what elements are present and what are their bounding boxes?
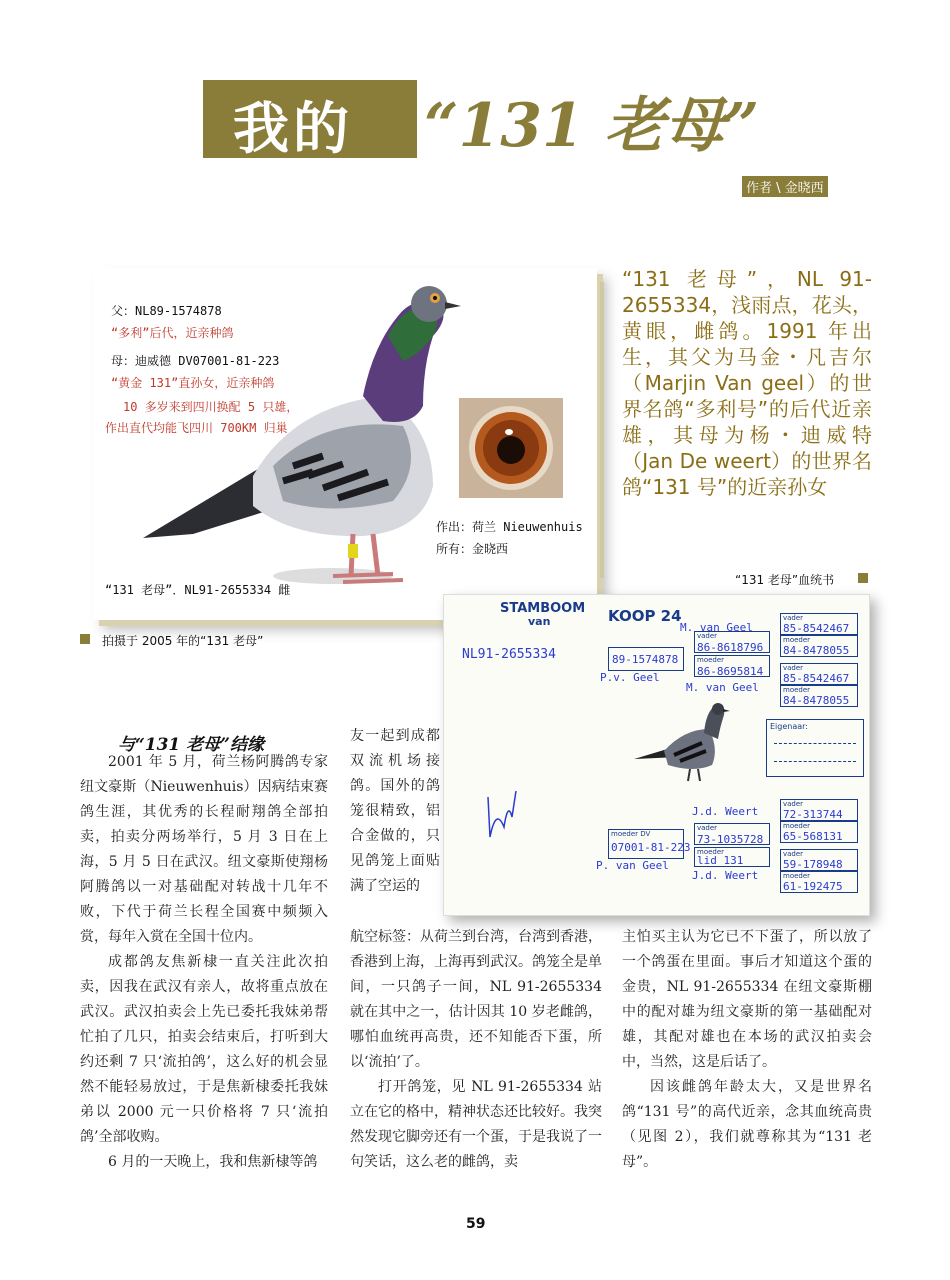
- gp-ring-4: lid 131: [697, 854, 744, 867]
- gp-ring-3: 73-1035728: [697, 833, 764, 846]
- summary-accent-bar: [600, 282, 604, 578]
- sig-2: M. van Geel: [686, 681, 759, 694]
- summary-text: “131 老母”，NL 91-2655334，浅雨点，花头，黄眼，雌鸽。1991 年出生，其父为马金・凡吉尔（Marjin Van geel）的世界名鸽“多利号”的后代近亲雄，其母为杨・迪威特（Jan De weert）的世界名鸽“131 号”的近亲孙女: [622, 267, 872, 499]
- col1-paragraph-1: 2001 年 5 月，荷兰杨阿腾鸽专家纽文豪斯（Nieuwenhuis）因病结束赛鸽生涯，其优秀的长程耐翔鸽全部拍卖，拍卖分两场举行，5 月 3 日在上海，5 月 5 日在武汉。纽文豪斯使翔杨阿腾鸽以一对基础配对转战十几年不败，下代于荷兰长程全国赛中频频入赏，每年入赏在全国十位内。: [80, 754, 328, 945]
- father-ring: 父：NL89-1574878: [111, 304, 222, 318]
- title-main: 我的: [233, 96, 353, 162]
- van-stamp: van: [528, 615, 551, 628]
- father-owner-sig: P.v. Geel: [600, 671, 660, 684]
- ggp-label-7: vader: [783, 850, 804, 858]
- pigeon-photo-card: [93, 268, 597, 620]
- column-2-top: [350, 724, 440, 899]
- eigenaar-line-1: [774, 743, 856, 744]
- col3-paragraph-2: 因该雌鸽年龄太大，又是世界名鸽“131 号”的高代近亲，念其血统高贵（见图 2），我们就尊称其为“131 老母”。: [622, 1079, 872, 1170]
- ggp-label-2: moeder: [783, 636, 811, 644]
- column-2-bottom: [350, 925, 602, 1175]
- pigeon-image: [133, 276, 463, 606]
- author-badge: 作者 \ 金晓西: [742, 176, 828, 197]
- ggp-ring-2: 84-8478055: [783, 644, 850, 657]
- breeder-label: 作出：荷兰 Nieuwenhuis: [436, 520, 583, 534]
- col2-paragraph-2: 打开鸽笼，见 NL 91-2655334 站立在它的格中，精神状态还比较好。我突然发现它脚旁还有一个蛋，于是我说了一句笑话，这么老的雌鸽，卖: [350, 1079, 602, 1170]
- page-number: 59: [466, 1216, 486, 1232]
- gp-ring-2: 86-8695814: [697, 665, 764, 678]
- title-quote: “131 老母”: [424, 91, 760, 161]
- ggp-label-6: moeder: [783, 822, 811, 830]
- ggp-ring-6: 65-568131: [783, 830, 843, 843]
- col2-top-text: 友一起到成都双流机场接鸽。国外的鸽笼很精致，铝合金做的，只见鸽笼上面贴满了空运的: [350, 728, 440, 894]
- ggp-ring-1: 85-8542467: [783, 622, 850, 635]
- ggp-label-1: vader: [783, 614, 804, 622]
- caption-marker: [80, 634, 90, 644]
- ggp-label-4: moeder: [783, 686, 811, 694]
- ggp-ring-4: 84-8478055: [783, 694, 850, 707]
- stamboom-stamp: STAMBOOM: [500, 601, 586, 616]
- father-ring-hand: 89-1574878: [612, 653, 679, 666]
- mother-ring: 母：迪威德 DV07001-81-223: [111, 354, 280, 368]
- sig-4: J.d. Weert: [692, 869, 759, 882]
- column-3: [622, 925, 872, 1175]
- eigenaar-line-2: [774, 761, 856, 762]
- father-note: “多利”后代，近亲种鸽: [111, 326, 234, 340]
- column-1: [80, 750, 328, 1175]
- pedigree-document: [443, 594, 870, 916]
- bird-label: “131 老母”．NL91-2655334 雌: [105, 583, 291, 597]
- section-title: 与“131 老母”结缘: [118, 735, 264, 755]
- title-box: [203, 80, 417, 162]
- mother-box-label: moeder DV: [611, 830, 651, 838]
- pedigree-pigeon-icon: [634, 699, 734, 785]
- sig-1: M. van Geel: [680, 621, 753, 634]
- owner-label: 所有：金晓西: [436, 542, 509, 556]
- col3-paragraph-1: 主怕买主认为它已不下蛋了，所以放了一个鸽蛋在里面。事后才知道这个蛋的金贵，NL 91-2655334 在纽文豪斯棚中的配对雄为纽文豪斯的第一基础配对雄，其配对雄也在本场的武汉拍卖会中，当然，这是后话了。: [622, 929, 872, 1070]
- sig-3: J.d. Weert: [692, 805, 759, 818]
- gp-label-1: vader: [697, 632, 718, 640]
- eigenaar-label: Eigenaar:: [770, 722, 808, 731]
- mother-note-3: 作出直代均能飞四川 700KM 归巢: [105, 421, 288, 435]
- ggp-label-3: vader: [783, 664, 804, 672]
- mother-note-1: “黄金 131”直孙女，近亲种鸽: [111, 376, 275, 390]
- col2-paragraph-1: 航空标签：从荷兰到台湾，台湾到香港，香港到上海，上海再到武汉。鸽笼全是单间，一只鸽子一间，NL 91-2655334 就在其中之一，估计因其 10 岁老雌鸽，哪怕血统再高贵，还不知能否下蛋，所以‘流拍’了。: [350, 929, 602, 1070]
- koop-stamp: KOOP 24: [608, 607, 682, 625]
- mother-ring-hand: 07001-81-223: [611, 841, 691, 854]
- gp-label-2: moeder: [697, 656, 725, 664]
- pedigree-caption: “131 老母”血统书: [735, 573, 835, 587]
- ggp-label-8: moeder: [783, 872, 811, 880]
- mother-note-2: 10 多岁来到四川换配 5 只雄，: [123, 400, 299, 414]
- ggp-label-5: vader: [783, 800, 804, 808]
- col1-paragraph-3: 6 月的一天晚上，我和焦新棣等鸽: [108, 1154, 318, 1170]
- pigeon-eye-image: [459, 398, 563, 498]
- ggp-ring-7: 59-178948: [783, 858, 843, 871]
- gp-ring-1: 86-8618796: [697, 641, 764, 654]
- photo-caption: 拍摄于 2005 年的“131 老母”: [102, 634, 264, 648]
- gp-label-4: moeder: [697, 848, 725, 856]
- ggp-ring-5: 72-313744: [783, 808, 843, 821]
- col1-paragraph-2: 成都鸽友焦新棣一直关注此次拍卖，因我在武汉有亲人，故将重点放在武汉。武汉拍卖会上先已委托我妹弟帮忙拍了几只，拍卖会结束后，打听到大约还剩 7 只‘流拍鸽’，这么好的机会显然不能轻易放过，于是焦新棣委托我妹弟以 2000 元一只价格将 7 只‘流拍鸽’全部收购。: [80, 954, 328, 1145]
- gp-label-3: vader: [697, 824, 718, 832]
- signature-scribble: [482, 787, 522, 847]
- ggp-ring-8: 61-192475: [783, 880, 843, 893]
- pedigree-caption-marker: [858, 573, 868, 583]
- mother-owner-sig: P. van Geel: [596, 859, 669, 872]
- pedigree-ring: NL91-2655334: [462, 647, 556, 662]
- ggp-ring-3: 85-8542467: [783, 672, 850, 685]
